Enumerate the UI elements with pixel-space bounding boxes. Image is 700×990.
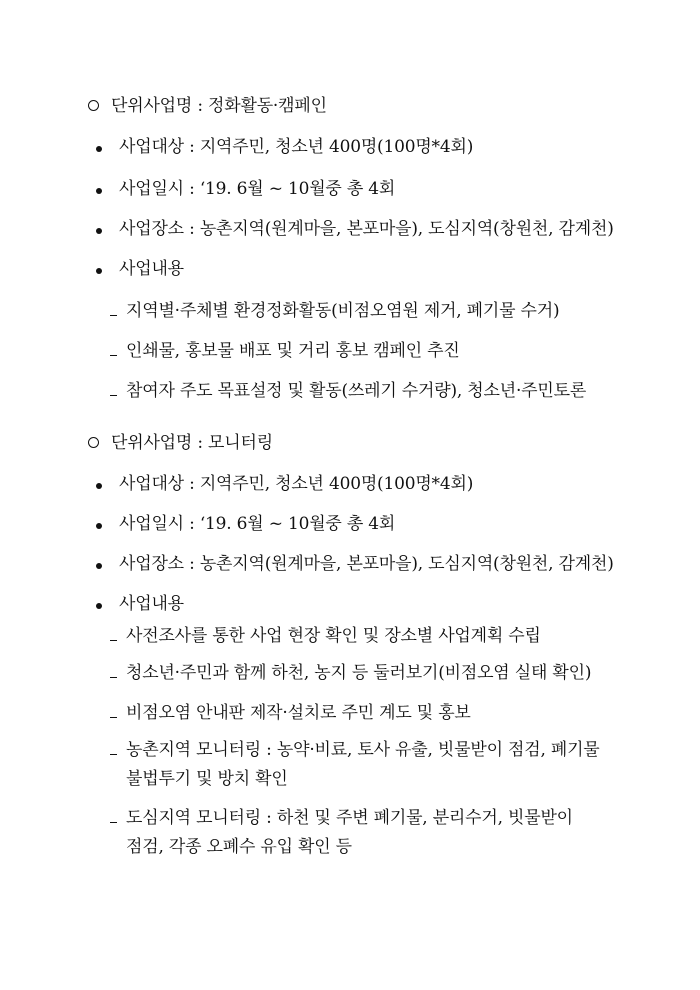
detail-text: 인쇄물, 홍보물 배포 및 거리 홍보 캠페인 추진 [126, 341, 460, 361]
circle-bullet-icon [88, 433, 99, 453]
dash-icon [110, 703, 117, 723]
bullet-icon [96, 514, 102, 534]
bullet-icon [96, 137, 102, 157]
section-title: 단위사업명 : 모니터링 [111, 433, 273, 453]
dash-icon [110, 341, 117, 361]
detail-text: 참여자 주도 목표설정 및 활동(쓰레기 수거량), 청소년·주민토론 [126, 381, 587, 401]
item-target: 사업대상 : 지역주민, 청소년 400명(100명*4회) [119, 137, 474, 157]
detail-text: 사전조사를 통한 사업 현장 확인 및 장소별 사업계획 수립 [126, 626, 541, 646]
bullet-icon [96, 259, 102, 279]
circle-bullet-icon [88, 96, 99, 116]
detail-text: 청소년·주민과 함께 하천, 농지 등 둘러보기(비점오염 실태 확인) [126, 663, 592, 683]
dash-icon [110, 663, 117, 683]
item-content-heading: 사업내용 [119, 594, 184, 614]
detail-text: 비점오염 안내판 제작·설치로 주민 계도 및 홍보 [126, 703, 471, 723]
detail-text-line1: 도심지역 모니터링 : 하천 및 주변 폐기물, 분리수거, 빗물받이 [126, 808, 573, 828]
bullet-icon [96, 179, 102, 199]
detail-text-line1: 농촌지역 모니터링 : 농약·비료, 토사 유출, 빗물받이 점검, 폐기물 [126, 740, 600, 760]
item-schedule: 사업일시 : ‘19. 6월 ~ 10월중 총 4회 [119, 514, 396, 534]
item-schedule: 사업일시 : ‘19. 6월 ~ 10월중 총 4회 [119, 179, 396, 199]
bullet-icon [96, 594, 102, 614]
item-location: 사업장소 : 농촌지역(원계마을, 본포마을), 도심지역(창원천, 감계천) [119, 219, 614, 239]
bullet-icon [96, 554, 102, 574]
detail-text-line2: 점검, 각종 오폐수 유입 확인 등 [126, 837, 352, 857]
bullet-icon [96, 219, 102, 239]
detail-text-line2: 불법투기 및 방치 확인 [126, 769, 288, 789]
dash-icon [110, 740, 117, 760]
item-target: 사업대상 : 지역주민, 청소년 400명(100명*4회) [119, 474, 474, 494]
item-location: 사업장소 : 농촌지역(원계마을, 본포마을), 도심지역(창원천, 감계천) [119, 554, 614, 574]
dash-icon [110, 381, 117, 401]
dash-icon [110, 626, 117, 646]
item-content-heading: 사업내용 [119, 259, 184, 279]
bullet-icon [96, 474, 102, 494]
dash-icon [110, 301, 117, 321]
dash-icon [110, 808, 117, 828]
detail-text: 지역별·주체별 환경정화활동(비점오염원 제거, 폐기물 수거) [126, 301, 560, 321]
section-title: 단위사업명 : 정화활동·캠페인 [111, 96, 327, 116]
